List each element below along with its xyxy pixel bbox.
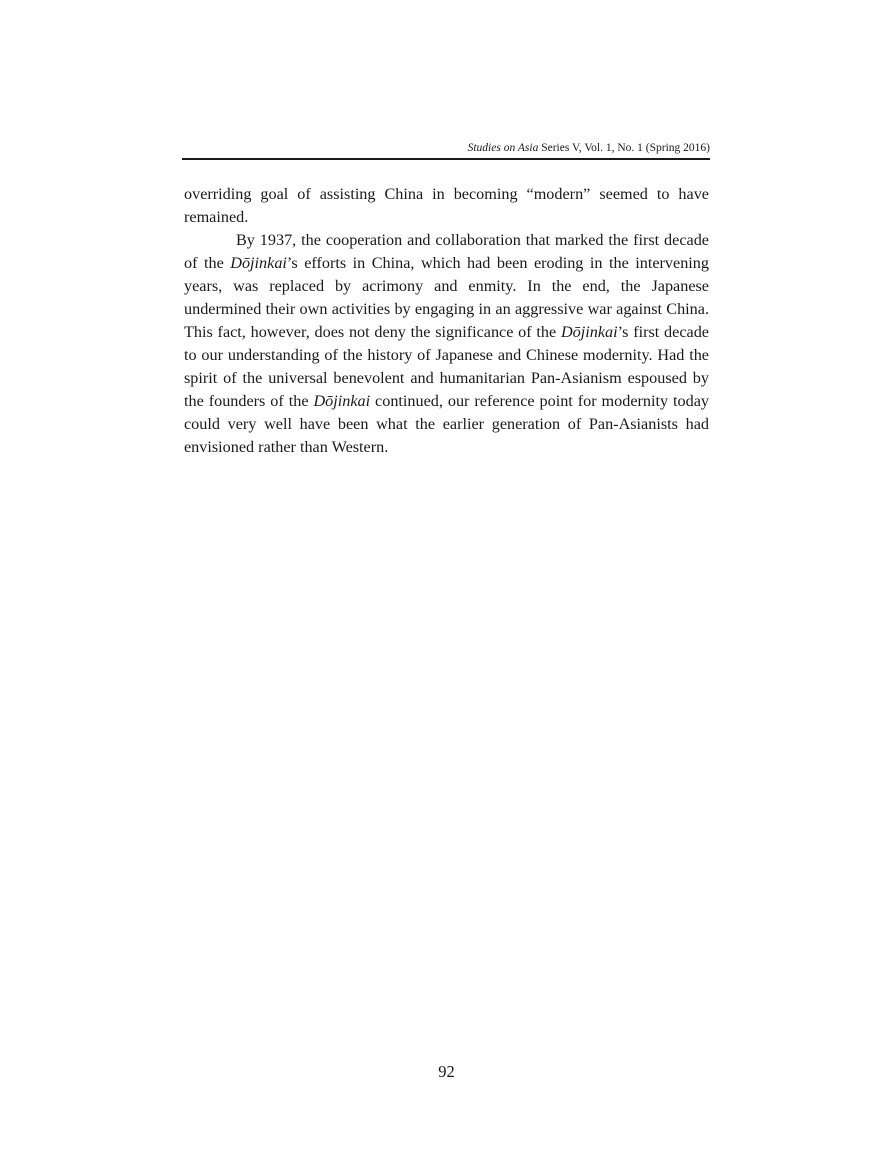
paragraph-conclusion: [184, 229, 709, 459]
text-segment: ’s first decade to our understanding of the history of Japanese and Chinese modernity. Had the spirit of the universal benevolent and humanitarian Pan-Asianism espoused by the founders of the: [184, 323, 709, 410]
body-text: [184, 183, 709, 459]
issue-info: Series V, Vol. 1, No. 1 (Spring 2016): [541, 142, 710, 154]
text-segment: ’s efforts in China, which had been eroding in the intervening years, was replaced by acrimony and enmity. In the end, the Japanese undermined their own activities by engaging in an aggressive war against China. This fact, however, does not deny the significance of the: [184, 254, 709, 341]
italic-term: Dōjinkai: [230, 254, 287, 272]
running-header: [182, 140, 710, 160]
text-segment: overriding goal of assisting China in becoming “modern” seemed to have remained.: [184, 185, 709, 226]
page-number: 92: [438, 1062, 455, 1081]
paragraph-continued: [184, 183, 709, 229]
text-segment: By 1937, the cooperation and collaboration that marked the first decade of the: [184, 231, 709, 272]
journal-title: Studies on Asia: [467, 142, 539, 154]
italic-term: Dōjinkai: [313, 392, 371, 410]
italic-term: Dōjinkai: [560, 323, 618, 341]
text-segment: continued, our reference point for modernity today could very well have been what the earlier generation of Pan-Asianists had envisioned rather than Western.: [184, 392, 709, 456]
